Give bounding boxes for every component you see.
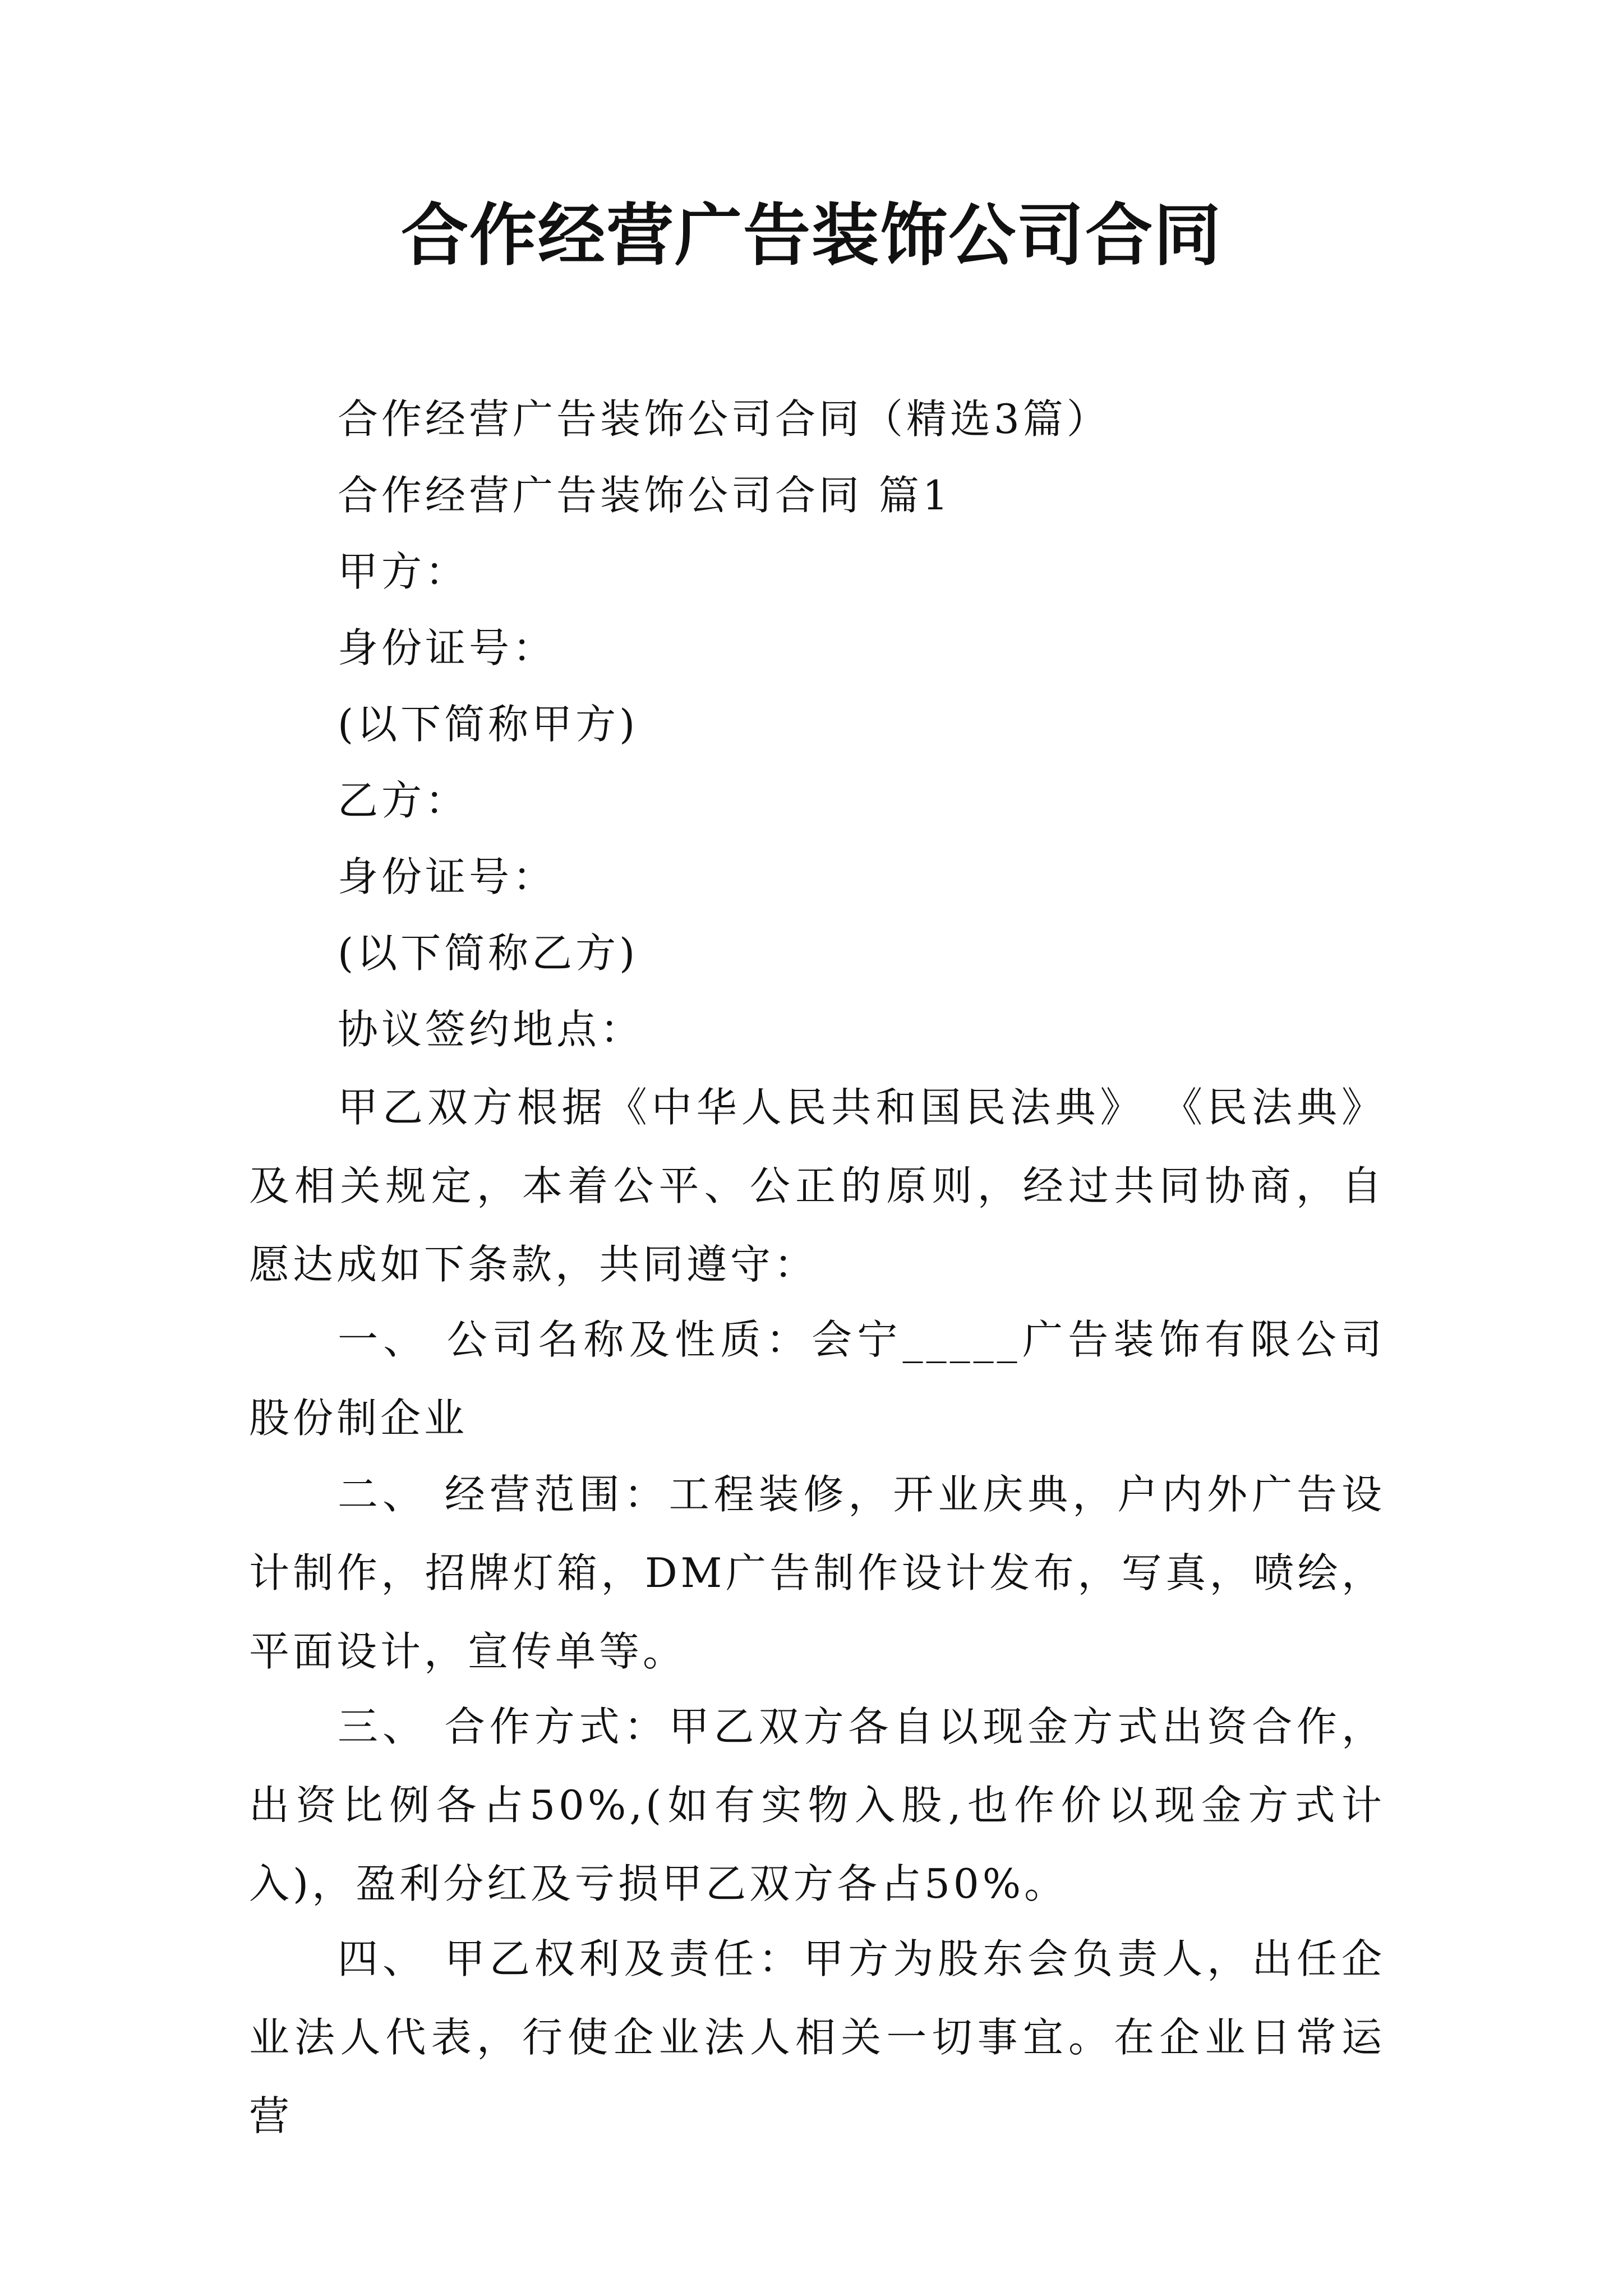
party-b-id-label: 身份证号： <box>338 853 557 900</box>
paragraph-clause-1: 一、 公司名称及性质：会宁_____广告装饰有限公司股份制企业 <box>249 1316 1385 1442</box>
paragraph-clause-2: 二、 经营范围：工程装修，开业庆典，户内外广告设计制作，招牌灯箱，DM广告制作设计发布，写真，喷绘，平面设计，宣传单等。 <box>249 1471 1385 1675</box>
party-a-label: 甲方： <box>338 548 469 595</box>
paragraph-clause-3: 三、 合作方式：甲乙双方各自以现金方式出资合作，出资比例各占50%,(如有实物入股,也作价以现金方式计入)，盈利分红及亏损甲乙双方各占50%。 <box>249 1703 1385 1907</box>
party-b-label: 乙方： <box>338 777 469 824</box>
party-a-id-label: 身份证号： <box>338 624 557 671</box>
paragraph-preamble: 甲乙双方根据《中华人民共和国民法典》 《民法典》及相关规定，本着公平、公正的原则，经过共同协商，自愿达成如下条款，共同遵守： <box>249 1084 1385 1288</box>
party-a-alias: (以下简称甲方) <box>338 701 639 748</box>
paragraph-clause-4: 四、 甲乙权利及责任：甲方为股东会负责人，出任企业法人代表，行使企业法人相关一切事宜。在企业日常运营 <box>249 1935 1385 2139</box>
document-title: 合作经营广告装饰公司合同 <box>401 196 1222 275</box>
subtitle-line: 合作经营广告装饰公司合同（精选3篇） <box>338 395 1110 443</box>
section-heading: 合作经营广告装饰公司合同 篇1 <box>338 472 952 519</box>
signing-location-label: 协议签约地点： <box>338 1006 644 1053</box>
party-b-alias: (以下简称乙方) <box>338 930 639 977</box>
